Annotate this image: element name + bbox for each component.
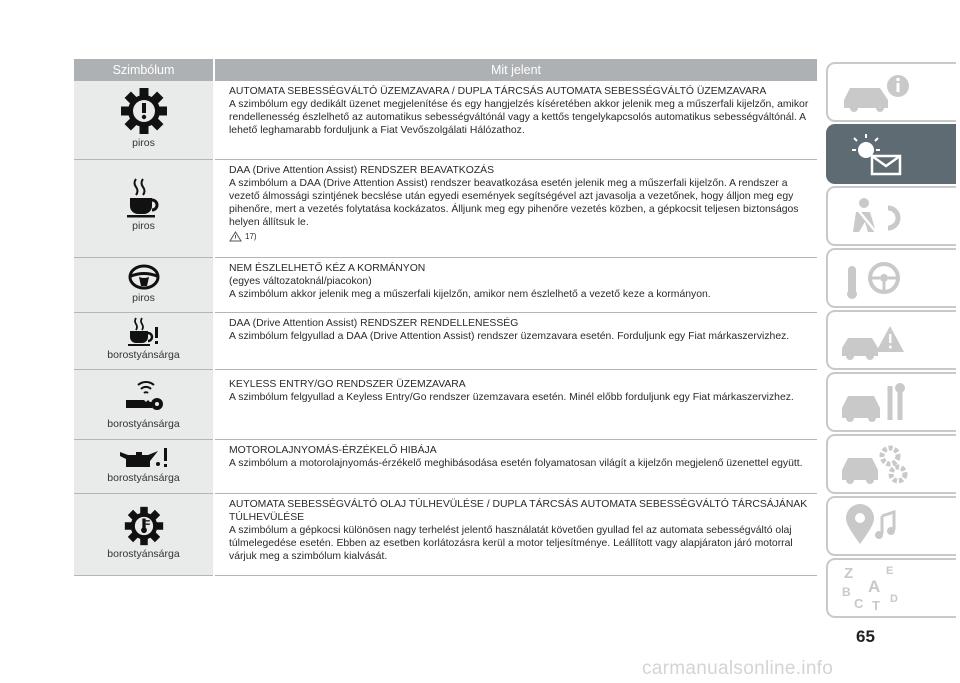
row-body: A szimbólum a motorolajnyomás-érzékelő meghibásodása esetén folyamatosan világít a kijelzőn megjelenő üzenettel együtt. [229,457,803,469]
table-row [74,159,817,257]
table-row [74,439,817,493]
gear-exclamation-icon [120,87,168,135]
table-row [74,312,817,369]
table-row [74,81,817,159]
navigation-music-icon [838,504,918,550]
indicator-color: borostyánsárga [107,417,180,430]
watermark: carmanualsonline.info [642,658,834,679]
meaning-column-header: Mit jelent [214,59,817,81]
sidebar-tab-emergency[interactable] [826,310,956,370]
index-letter: A [868,577,881,596]
key-steering-wheel-icon [838,256,918,302]
indicator-color: piros [132,137,155,149]
warning-note-icon [229,231,242,242]
sidebar-tab-technical-data[interactable] [826,434,956,494]
index-letter: B [842,585,851,599]
table-row [74,257,817,312]
row-subtitle: (egyes változatoknál/piacokon) [229,275,372,287]
warning-light-envelope-icon [838,132,918,178]
sidebar-tab-maintenance[interactable] [826,372,956,432]
indicator-color: piros [132,291,155,304]
sidebar-tab-index[interactable] [826,558,956,618]
indicator-color: borostyánsárga [107,348,180,361]
row-body: A szimbólum felgyullad a DAA (Drive Attention Assist) rendszer üzemzavara esetén. Forduljunk egy Fiat márkaszervizhez. [229,330,790,342]
index-letter: C [854,596,864,611]
seatbelt-airbag-icon [838,194,918,240]
keyless-key-icon [122,376,166,416]
row-body: A szimbólum felgyullad a Keyless Entry/Go rendszer üzemzavara esetén. Minél előbb forduljunk egy Fiat márkaszervizhez. [229,391,794,403]
sidebar-tab-car-info[interactable] [826,62,956,122]
row-body: A szimbólum egy dedikált üzenet megjelenítése és egy hangjelzés kíséretében akkor jelenik meg a műszerfali kijelzőn, amikor rendellenesség észlelhető az automatikus sebességváltónál vagy a kettős tengelykapcsolós automatikus sebességváltónál. A lehető leghamarabb forduljunk a Fiat Vevőszolgálati Hálózathoz. [229,99,809,136]
index-letter: E [886,565,894,577]
coffee-cup-icon [124,176,164,218]
sidebar-tab-multimedia[interactable] [826,496,956,556]
table-row [74,493,817,575]
sidebar-tab-starting-driving[interactable] [826,248,956,308]
indicator-color: piros [132,219,155,232]
alphabet-index-icon [838,562,918,612]
coffee-cup-exclamation-icon [126,317,162,347]
row-title: NEM ÉSZLELHETŐ KÉZ A KORMÁNYON [229,262,426,274]
gear-thermometer-icon [124,506,164,546]
note-number: 17) [245,231,257,241]
index-letter: T [872,598,880,612]
row-body: A szimbólum a gépkocsi különösen nagy terhelést jelentő használatát követően gyullad fel az automata sebességváltó olaj túlmelegedése esetén. Ebben az esetben korlátozásra kerül a motor teljesítménye. Leállított vagy alapjáraton járó motorral várjuk meg a szimbólum kialvását. [229,524,793,562]
note-reference [229,230,817,243]
oil-can-exclamation-icon [118,446,170,470]
sidebar-tab-safety[interactable] [826,186,956,246]
warning-lights-table [74,59,817,576]
car-crash-warning-icon [838,318,918,364]
row-body: A szimbólum a DAA (Drive Attention Assist) rendszer beavatkozása esetén jelenik meg a műszerfali kijelzőn. A rendszer a vezető álmossági szintjének becslése után egyedi események segítségével azt javasolja a vezetőnek, hogy álljon meg egy pihenőre, mert a vezetés folytatása kockázatos. Álljunk meg egy pihenőre vezetés közben, a gépkocsit teljesen biztonságos helyen állítsuk le. [229,177,799,228]
row-title: MOTOROLAJNYOMÁS-ÉRZÉKELŐ HIBÁJA [229,444,437,456]
symbol-column-header: Szimbólum [74,59,214,81]
row-body: A szimbólum akkor jelenik meg a műszerfali kijelzőn, amikor nem észlelhető a vezető keze a kormányon. [229,288,711,300]
table-row [74,369,817,439]
row-title: AUTOMATA SEBESSÉGVÁLTÓ OLAJ TÚLHEVÜLÉSE / DUPLA TÁRCSÁS AUTOMATA SEBESSÉGVÁLTÓ TÁRCSÁJÁNAK TÚLHEVÜLÉSE [229,498,808,523]
index-letter: Z [844,565,854,582]
car-info-icon [838,70,918,116]
index-letter: D [890,593,898,605]
indicator-color: borostyánsárga [107,471,180,484]
car-tools-icon [838,380,918,426]
car-gears-icon [838,442,918,488]
steering-wheel-icon [127,264,161,290]
row-title: DAA (Drive Attention Assist) RENDSZER BEAVATKOZÁS [229,164,495,176]
indicator-color: borostyánsárga [107,547,180,560]
sidebar-tab-warning-lights[interactable] [826,124,956,184]
row-title: DAA (Drive Attention Assist) RENDSZER RENDELLENESSÉG [229,317,519,329]
row-title: AUTOMATA SEBESSÉGVÁLTÓ ÜZEMZAVARA / DUPLA TÁRCSÁS AUTOMATA SEBESSÉGVÁLTÓ ÜZEMZAVARA [229,86,767,97]
row-title: KEYLESS ENTRY/GO RENDSZER ÜZEMZAVARA [229,378,466,390]
page-number: 65 [856,627,875,646]
